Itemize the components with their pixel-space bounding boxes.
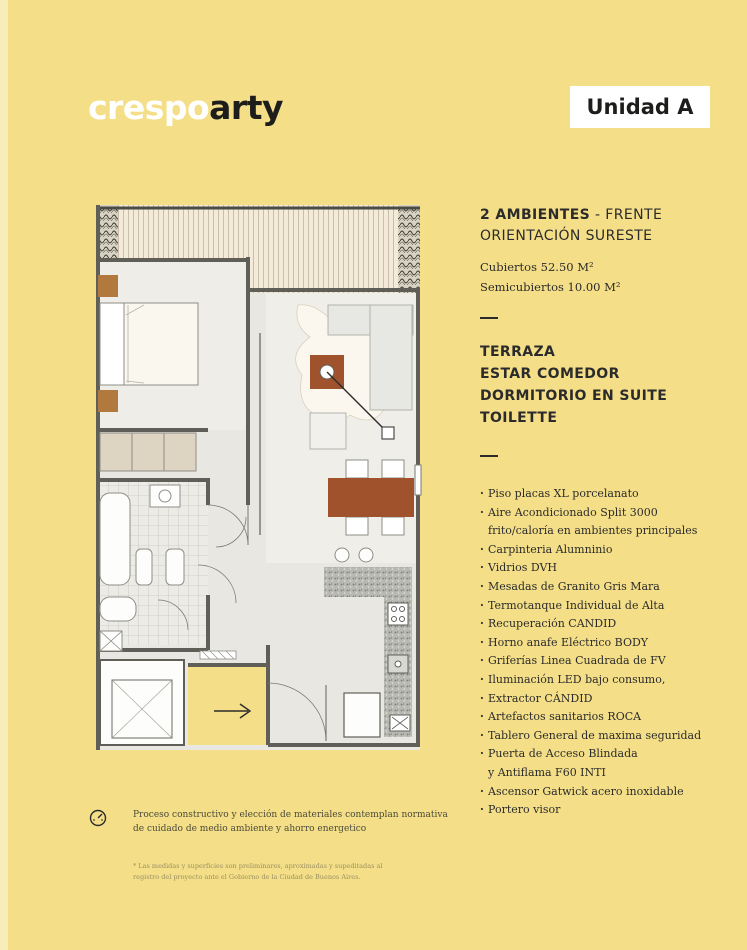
orientation-heading: ORIENTACIÓN SURESTE bbox=[480, 228, 653, 244]
eco-gauge-icon bbox=[89, 809, 107, 827]
eco-line-2: de cuidado de medio ambiente y ahorro energetico bbox=[133, 824, 367, 834]
feature-item: · Carpinteria Alumninio bbox=[480, 541, 740, 560]
feature-item: · Recuperación CANDID bbox=[480, 615, 740, 634]
room-item: ESTAR COMEDOR bbox=[480, 366, 620, 382]
feature-item-continued: frito/caloría en ambientes principales bbox=[488, 524, 698, 538]
ambientes-front: - FRENTE bbox=[590, 207, 663, 223]
logo-part-1: crespo bbox=[88, 88, 210, 127]
feature-item: · Termotanque Individual de Alta bbox=[480, 597, 740, 616]
feature-item: · Iluminación LED bajo consumo, bbox=[480, 671, 740, 690]
unit-label: Unidad A bbox=[586, 95, 694, 119]
feature-item: · Puerta de Acceso Blindada bbox=[480, 745, 740, 764]
feature-item: · Extractor CÁNDID bbox=[480, 690, 740, 709]
disclaimer-note bbox=[133, 861, 433, 883]
feature-item: · Vidrios DVH bbox=[480, 559, 740, 578]
ambientes-count: 2 AMBIENTES bbox=[480, 207, 591, 223]
note-line-2: registro del proyecto ante el Gobierno de la Ciudad de Buenos Aires. bbox=[133, 873, 361, 881]
feature-item: · Horno anafe Eléctrico BODY bbox=[480, 634, 740, 653]
ambientes-heading bbox=[480, 205, 740, 226]
feature-item: · Aire Acondicionado Split 3000 bbox=[480, 504, 740, 523]
unit-info bbox=[480, 205, 740, 820]
room-item: TOILETTE bbox=[480, 410, 558, 426]
feature-item: · Ascensor Gatwick acero inoxidable bbox=[480, 783, 740, 802]
feature-item: · Portero visor bbox=[480, 801, 740, 820]
room-item: DORMITORIO EN SUITE bbox=[480, 388, 668, 404]
features-list bbox=[480, 485, 740, 820]
page-edge bbox=[0, 0, 8, 950]
unit-badge bbox=[570, 86, 710, 128]
feature-item: · Tablero General de maxima seguridad bbox=[480, 727, 740, 746]
feature-item: · Mesadas de Granito Gris Mara bbox=[480, 578, 740, 597]
logo-part-2: arty bbox=[209, 88, 283, 127]
eco-statement bbox=[133, 808, 453, 836]
floor-plan bbox=[88, 205, 428, 750]
feature-item-continued: y Antiflama F60 INTI bbox=[488, 765, 606, 779]
feature-item: · Piso placas XL porcelanato bbox=[480, 485, 740, 504]
area-covered: Cubiertos 52.50 M² bbox=[480, 260, 594, 274]
brand-logo bbox=[88, 88, 283, 128]
feature-item: · Griferías Linea Cuadrada de FV bbox=[480, 652, 740, 671]
area-semicovered: Semicubiertos 10.00 M² bbox=[480, 280, 621, 294]
note-line-1: * Las medidas y superficies son preliminares, aproximadas y supeditadas al bbox=[133, 862, 383, 870]
feature-item: · Artefactos sanitarios ROCA bbox=[480, 708, 740, 727]
room-item: TERRAZA bbox=[480, 344, 556, 360]
eco-line-1: Proceso constructivo y elección de materiales contemplan normativa bbox=[133, 810, 448, 820]
